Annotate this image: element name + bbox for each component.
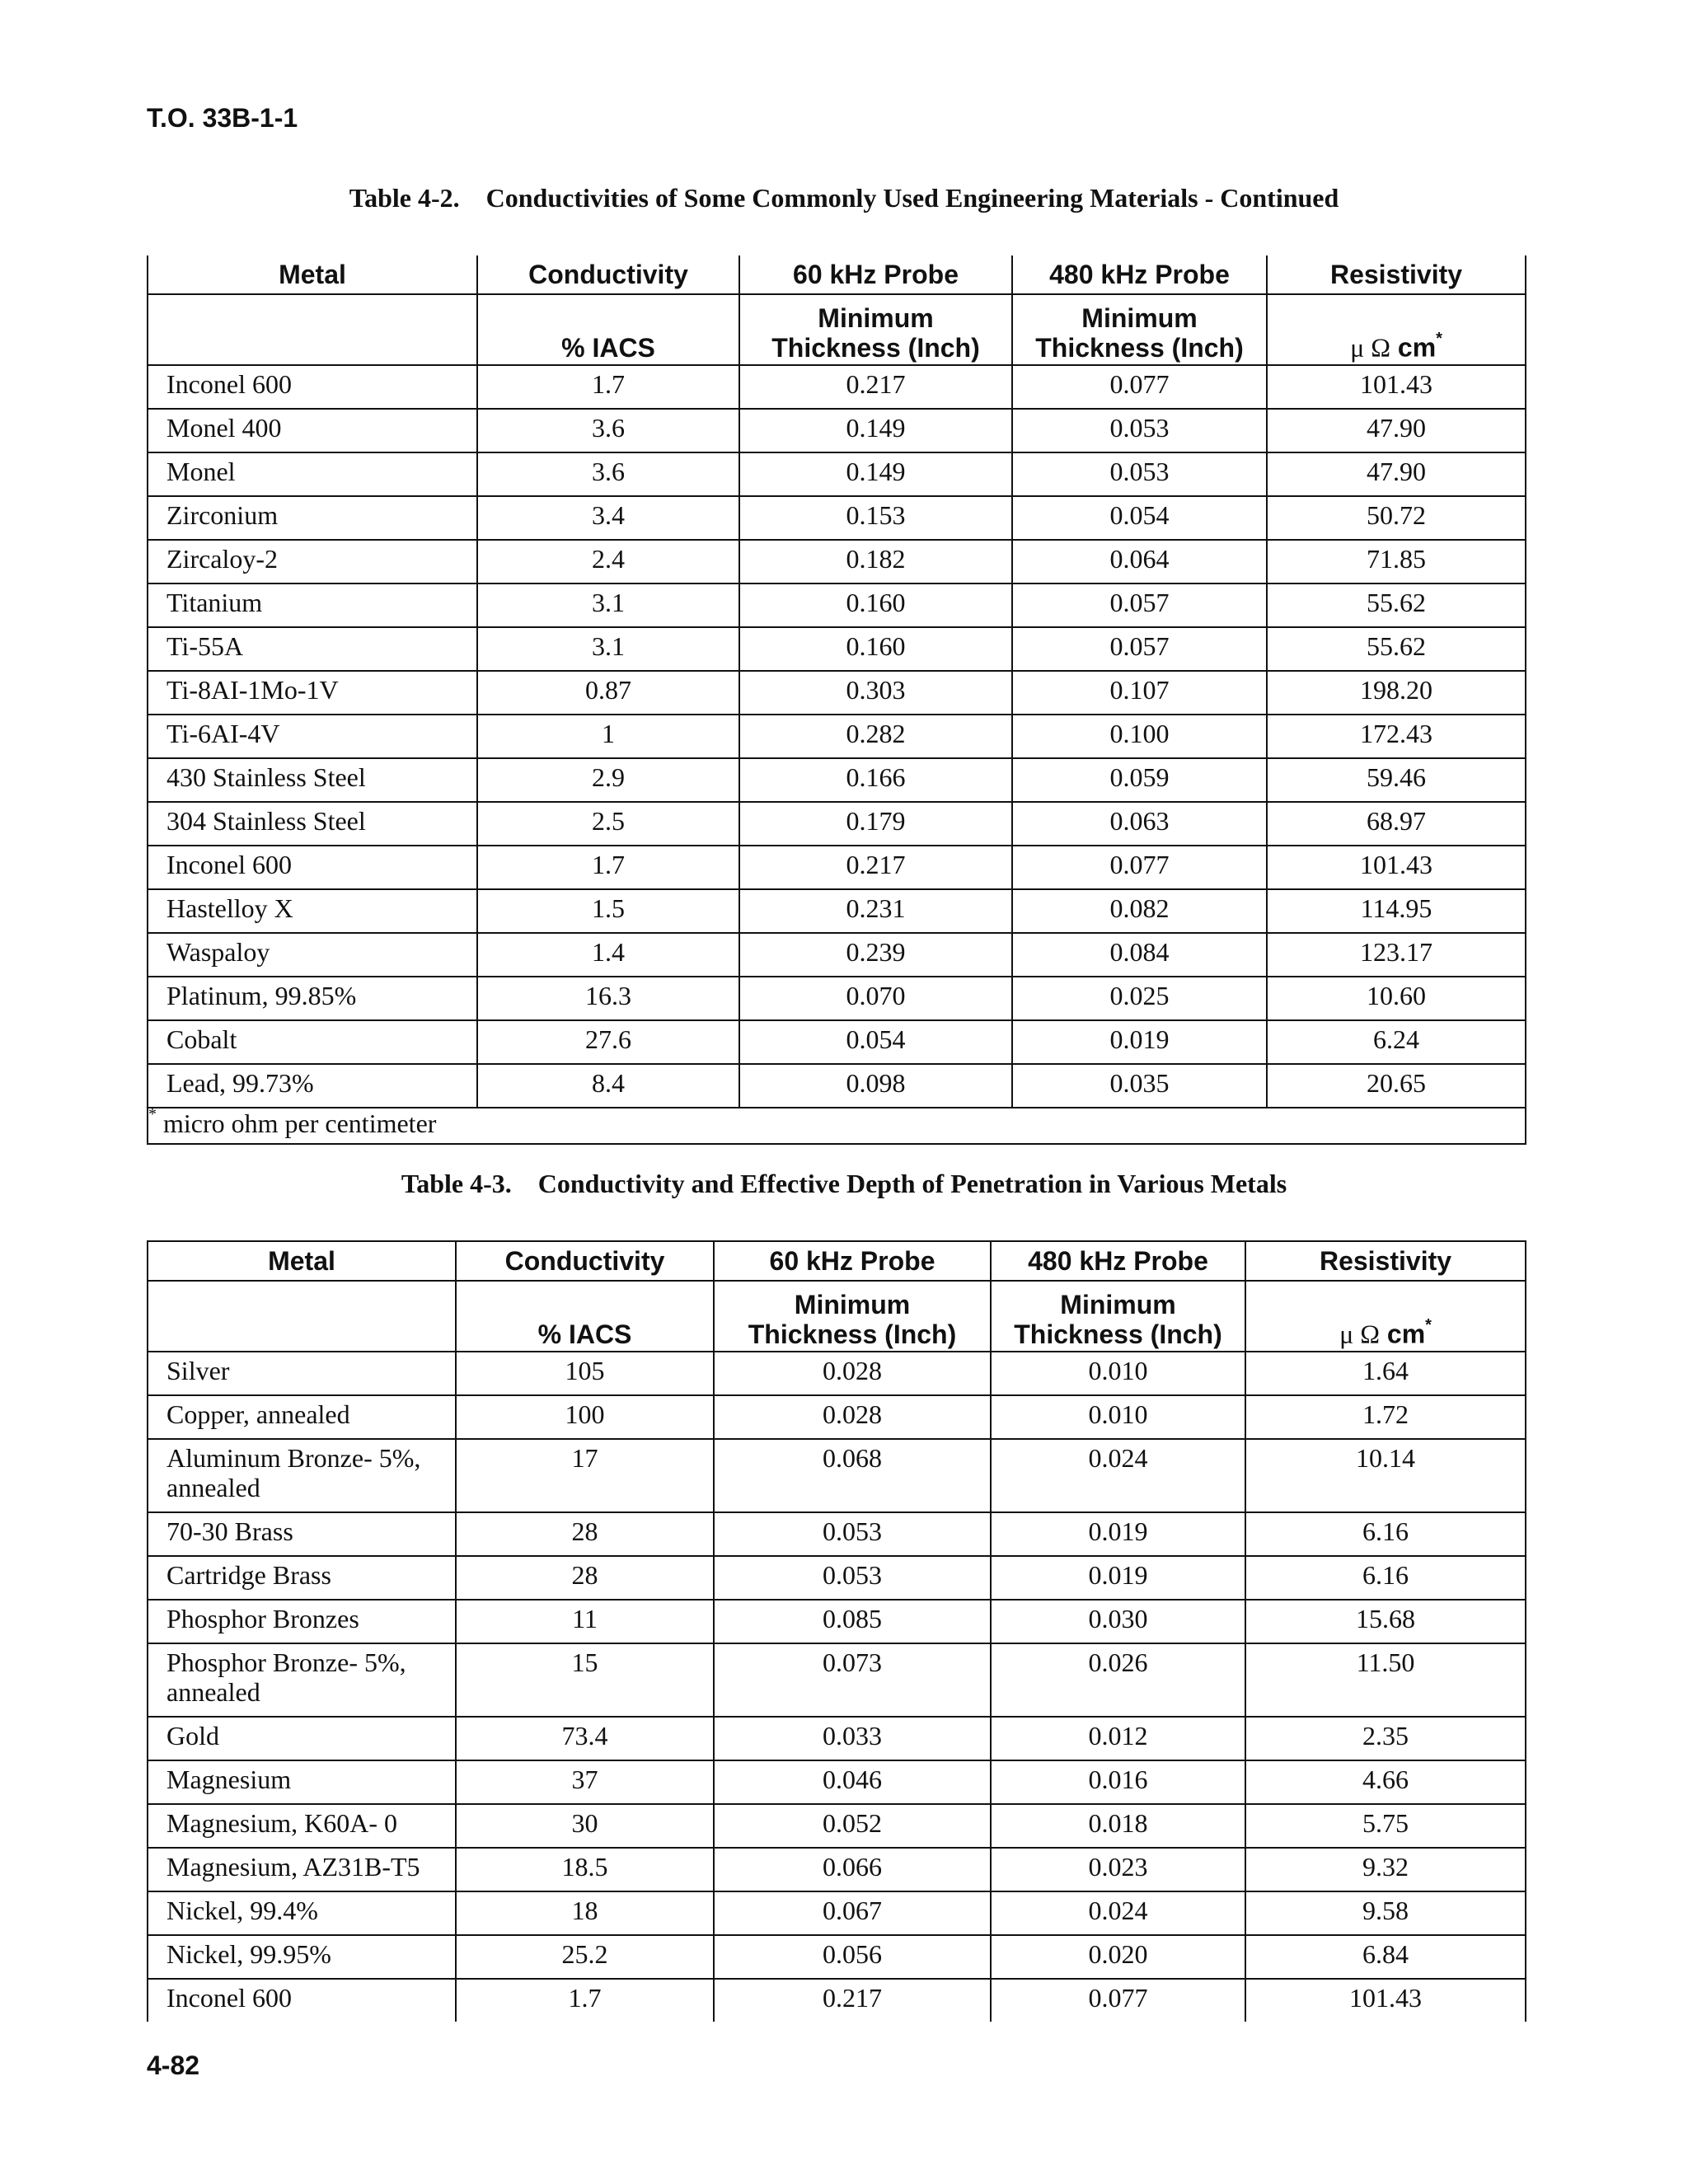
resistivity-cell: 11.50 [1245,1643,1526,1717]
header-60khz-probe: 60 kHz Probe [714,1241,991,1281]
thickness-480khz-cell: 0.023 [991,1848,1245,1891]
resistivity-cell: 172.43 [1267,715,1526,758]
iacs-cell: 8.4 [477,1064,739,1108]
table-row [148,1600,1526,1643]
micro-ohm-symbol: μ Ω [1339,1319,1380,1349]
thickness-60khz-cell: 0.028 [714,1352,991,1395]
resistivity-cell: 1.72 [1245,1395,1526,1439]
header-metal: Metal [148,1241,456,1281]
thickness-60khz-cell: 0.160 [739,583,1012,627]
iacs-cell: 100 [456,1395,714,1439]
header-min-thickness-480: Minimum Thickness (Inch) [1012,294,1267,365]
metal-cell: Inconel 600 [148,365,477,409]
iacs-cell: 3.1 [477,627,739,671]
iacs-cell: 0.87 [477,671,739,715]
thickness-60khz-cell: 0.066 [714,1848,991,1891]
table-row [148,1556,1526,1600]
table-row [148,1717,1526,1760]
thickness-480khz-cell: 0.077 [991,1979,1245,2022]
table-row [148,452,1526,496]
table-row [148,1643,1526,1717]
header-resistivity-unit [1245,1281,1526,1352]
iacs-cell: 17 [456,1439,714,1512]
metal-cell: Monel 400 [148,409,477,452]
header-conductivity: Conductivity [477,255,739,294]
micro-ohm-symbol: μ Ω [1350,333,1390,363]
metal-cell: Nickel, 99.4% [148,1891,456,1935]
metal-cell: Magnesium [148,1760,456,1804]
table-4-3-caption: Table 4-3. Conductivity and Effective Depth of Penetration in Various Metals [401,1169,1287,1198]
iacs-cell: 73.4 [456,1717,714,1760]
header-480khz-probe: 480 kHz Probe [991,1241,1245,1281]
thickness-480khz-cell: 0.059 [1012,758,1267,802]
resistivity-cell: 47.90 [1267,452,1526,496]
iacs-cell: 11 [456,1600,714,1643]
table-row [148,1439,1526,1512]
metal-cell: Nickel, 99.95% [148,1935,456,1979]
iacs-cell: 3.6 [477,452,739,496]
table-row [148,1352,1526,1395]
thickness-60khz-cell: 0.217 [714,1979,991,2022]
header-resistivity: Resistivity [1267,255,1526,294]
thickness-60khz-cell: 0.073 [714,1643,991,1717]
thickness-480khz-cell: 0.024 [991,1439,1245,1512]
thickness-480khz-cell: 0.100 [1012,715,1267,758]
iacs-cell: 1.4 [477,933,739,977]
resistivity-cell: 10.60 [1267,977,1526,1020]
cm-unit: cm [1397,333,1437,363]
iacs-cell: 1.7 [456,1979,714,2022]
header-min-thickness-480: Minimum Thickness (Inch) [991,1281,1245,1352]
table-4-2-caption: Table 4-2. Conductivities of Some Commonly Used Engineering Materials - Continued [349,183,1339,213]
iacs-cell: 1.7 [477,846,739,889]
iacs-cell: 25.2 [456,1935,714,1979]
resistivity-cell: 6.84 [1245,1935,1526,1979]
thickness-60khz-cell: 0.056 [714,1935,991,1979]
table-row [148,1891,1526,1935]
thickness-60khz-cell: 0.098 [739,1064,1012,1108]
thickness-60khz-cell: 0.028 [714,1395,991,1439]
resistivity-cell: 59.46 [1267,758,1526,802]
metal-cell: Ti-6AI-4V [148,715,477,758]
resistivity-cell: 50.72 [1267,496,1526,540]
resistivity-cell: 101.43 [1245,1979,1526,2022]
table-row [148,1979,1526,2022]
metal-cell: Cobalt [148,1020,477,1064]
resistivity-cell: 71.85 [1267,540,1526,583]
iacs-cell: 16.3 [477,977,739,1020]
thickness-60khz-cell: 0.053 [714,1512,991,1556]
resistivity-cell: 114.95 [1267,889,1526,933]
metal-cell: Titanium [148,583,477,627]
thickness-480khz-cell: 0.035 [1012,1064,1267,1108]
thickness-480khz-cell: 0.025 [1012,977,1267,1020]
metal-cell: Zirconium [148,496,477,540]
footnote-marker: * [1436,330,1442,349]
cm-unit: cm [1386,1319,1426,1349]
table-row [148,409,1526,452]
table-row [148,627,1526,671]
table-row [148,365,1526,409]
thickness-480khz-cell: 0.057 [1012,627,1267,671]
thickness-480khz-cell: 0.077 [1012,846,1267,889]
thickness-60khz-cell: 0.054 [739,1020,1012,1064]
thickness-60khz-cell: 0.149 [739,452,1012,496]
iacs-cell: 18.5 [456,1848,714,1891]
metal-cell: Aluminum Bronze- 5%, annealed [148,1439,456,1512]
iacs-cell: 37 [456,1760,714,1804]
page-number: 4-82 [147,2050,200,2080]
metal-cell: Inconel 600 [148,1979,456,2022]
header-metal-blank [148,294,477,365]
iacs-cell: 1.5 [477,889,739,933]
resistivity-cell: 55.62 [1267,627,1526,671]
thickness-480khz-cell: 0.057 [1012,583,1267,627]
thickness-60khz-cell: 0.239 [739,933,1012,977]
document-id: T.O. 33B-1-1 [147,103,298,133]
thickness-60khz-cell: 0.231 [739,889,1012,933]
table-row [148,1935,1526,1979]
iacs-cell: 28 [456,1556,714,1600]
iacs-cell: 28 [456,1512,714,1556]
thickness-480khz-cell: 0.012 [991,1717,1245,1760]
metal-cell: Gold [148,1717,456,1760]
resistivity-cell: 5.75 [1245,1804,1526,1848]
thickness-60khz-cell: 0.179 [739,802,1012,846]
table-4-3-body [148,1352,1526,2022]
metal-cell: Zircaloy-2 [148,540,477,583]
table-row [148,1760,1526,1804]
thickness-60khz-cell: 0.068 [714,1439,991,1512]
metal-cell: Ti-8AI-1Mo-1V [148,671,477,715]
metal-cell: Monel [148,452,477,496]
table-4-2-body [148,365,1526,1108]
metal-cell: 430 Stainless Steel [148,758,477,802]
thickness-60khz-cell: 0.303 [739,671,1012,715]
thickness-480khz-cell: 0.077 [1012,365,1267,409]
table-4-3 [147,1240,1526,2022]
table-row [148,1512,1526,1556]
thickness-480khz-cell: 0.010 [991,1395,1245,1439]
resistivity-cell: 9.32 [1245,1848,1526,1891]
resistivity-cell: 101.43 [1267,846,1526,889]
table-row [148,1395,1526,1439]
thickness-60khz-cell: 0.166 [739,758,1012,802]
header-min-thickness-60: Minimum Thickness (Inch) [714,1281,991,1352]
resistivity-cell: 55.62 [1267,583,1526,627]
resistivity-cell: 1.64 [1245,1352,1526,1395]
table-row [148,977,1526,1020]
thickness-480khz-cell: 0.053 [1012,409,1267,452]
metal-cell: Magnesium, K60A- 0 [148,1804,456,1848]
table-row [148,889,1526,933]
thickness-60khz-cell: 0.053 [714,1556,991,1600]
resistivity-cell: 20.65 [1267,1064,1526,1108]
metal-cell: 304 Stainless Steel [148,802,477,846]
thickness-60khz-cell: 0.052 [714,1804,991,1848]
iacs-cell: 27.6 [477,1020,739,1064]
header-min-thickness-60: Minimum Thickness (Inch) [739,294,1012,365]
thickness-480khz-cell: 0.024 [991,1891,1245,1935]
iacs-cell: 30 [456,1804,714,1848]
thickness-480khz-cell: 0.054 [1012,496,1267,540]
metal-cell: Platinum, 99.85% [148,977,477,1020]
iacs-cell: 2.9 [477,758,739,802]
metal-cell: Phosphor Bronze- 5%, annealed [148,1643,456,1717]
metal-cell: Magnesium, AZ31B-T5 [148,1848,456,1891]
iacs-cell: 105 [456,1352,714,1395]
table-row [148,540,1526,583]
thickness-480khz-cell: 0.084 [1012,933,1267,977]
thickness-480khz-cell: 0.020 [991,1935,1245,1979]
footnote-marker: * [1425,1316,1432,1335]
thickness-60khz-cell: 0.160 [739,627,1012,671]
iacs-cell: 2.5 [477,802,739,846]
header-metal-blank [148,1281,456,1352]
table-row [148,933,1526,977]
table-4-2 [147,255,1526,1145]
thickness-60khz-cell: 0.085 [714,1600,991,1643]
resistivity-cell: 198.20 [1267,671,1526,715]
metal-cell: Lead, 99.73% [148,1064,477,1108]
thickness-480khz-cell: 0.019 [991,1556,1245,1600]
thickness-60khz-cell: 0.182 [739,540,1012,583]
resistivity-cell: 6.16 [1245,1556,1526,1600]
thickness-480khz-cell: 0.107 [1012,671,1267,715]
iacs-cell: 1.7 [477,365,739,409]
thickness-480khz-cell: 0.019 [991,1512,1245,1556]
resistivity-cell: 2.35 [1245,1717,1526,1760]
thickness-480khz-cell: 0.018 [991,1804,1245,1848]
thickness-60khz-cell: 0.153 [739,496,1012,540]
footnote-asterisk: * [148,1105,157,1124]
metal-cell: Cartridge Brass [148,1556,456,1600]
thickness-480khz-cell: 0.064 [1012,540,1267,583]
iacs-cell: 1 [477,715,739,758]
header-resistivity-unit [1267,294,1526,365]
resistivity-cell: 101.43 [1267,365,1526,409]
resistivity-cell: 47.90 [1267,409,1526,452]
thickness-480khz-cell: 0.082 [1012,889,1267,933]
resistivity-cell: 10.14 [1245,1439,1526,1512]
thickness-60khz-cell: 0.217 [739,365,1012,409]
table-row [148,1804,1526,1848]
thickness-480khz-cell: 0.026 [991,1643,1245,1717]
metal-cell: Hastelloy X [148,889,477,933]
iacs-cell: 3.1 [477,583,739,627]
metal-cell: Copper, annealed [148,1395,456,1439]
table-4-2-footnote [148,1105,1526,1144]
resistivity-cell: 6.24 [1267,1020,1526,1064]
header-conductivity: Conductivity [456,1241,714,1281]
table-row [148,583,1526,627]
table-row [148,671,1526,715]
header-iacs: % IACS [456,1281,714,1352]
header-480khz-probe: 480 kHz Probe [1012,255,1267,294]
iacs-cell: 3.4 [477,496,739,540]
metal-cell: Inconel 600 [148,846,477,889]
iacs-cell: 2.4 [477,540,739,583]
thickness-60khz-cell: 0.033 [714,1717,991,1760]
thickness-60khz-cell: 0.067 [714,1891,991,1935]
metal-cell: Ti-55A [148,627,477,671]
metal-cell: Phosphor Bronzes [148,1600,456,1643]
iacs-cell: 18 [456,1891,714,1935]
thickness-60khz-cell: 0.046 [714,1760,991,1804]
header-60khz-probe: 60 kHz Probe [739,255,1012,294]
thickness-480khz-cell: 0.063 [1012,802,1267,846]
thickness-480khz-cell: 0.016 [991,1760,1245,1804]
header-resistivity: Resistivity [1245,1241,1526,1281]
table-row [148,846,1526,889]
metal-cell: Waspaloy [148,933,477,977]
table-row [148,1020,1526,1064]
table-row [148,802,1526,846]
iacs-cell: 3.6 [477,409,739,452]
thickness-480khz-cell: 0.030 [991,1600,1245,1643]
metal-cell: Silver [148,1352,456,1395]
thickness-60khz-cell: 0.149 [739,409,1012,452]
header-metal: Metal [148,255,477,294]
resistivity-cell: 15.68 [1245,1600,1526,1643]
table-row [148,715,1526,758]
thickness-60khz-cell: 0.217 [739,846,1012,889]
resistivity-cell: 9.58 [1245,1891,1526,1935]
table-row [148,1064,1526,1108]
header-iacs: % IACS [477,294,739,365]
iacs-cell: 15 [456,1643,714,1717]
table-row [148,758,1526,802]
resistivity-cell: 4.66 [1245,1760,1526,1804]
thickness-480khz-cell: 0.010 [991,1352,1245,1395]
resistivity-cell: 6.16 [1245,1512,1526,1556]
thickness-60khz-cell: 0.282 [739,715,1012,758]
resistivity-cell: 68.97 [1267,802,1526,846]
thickness-480khz-cell: 0.053 [1012,452,1267,496]
footnote-text: micro ohm per centimeter [163,1108,437,1138]
thickness-480khz-cell: 0.019 [1012,1020,1267,1064]
resistivity-cell: 123.17 [1267,933,1526,977]
table-row [148,496,1526,540]
metal-cell: 70-30 Brass [148,1512,456,1556]
thickness-60khz-cell: 0.070 [739,977,1012,1020]
table-row [148,1848,1526,1891]
